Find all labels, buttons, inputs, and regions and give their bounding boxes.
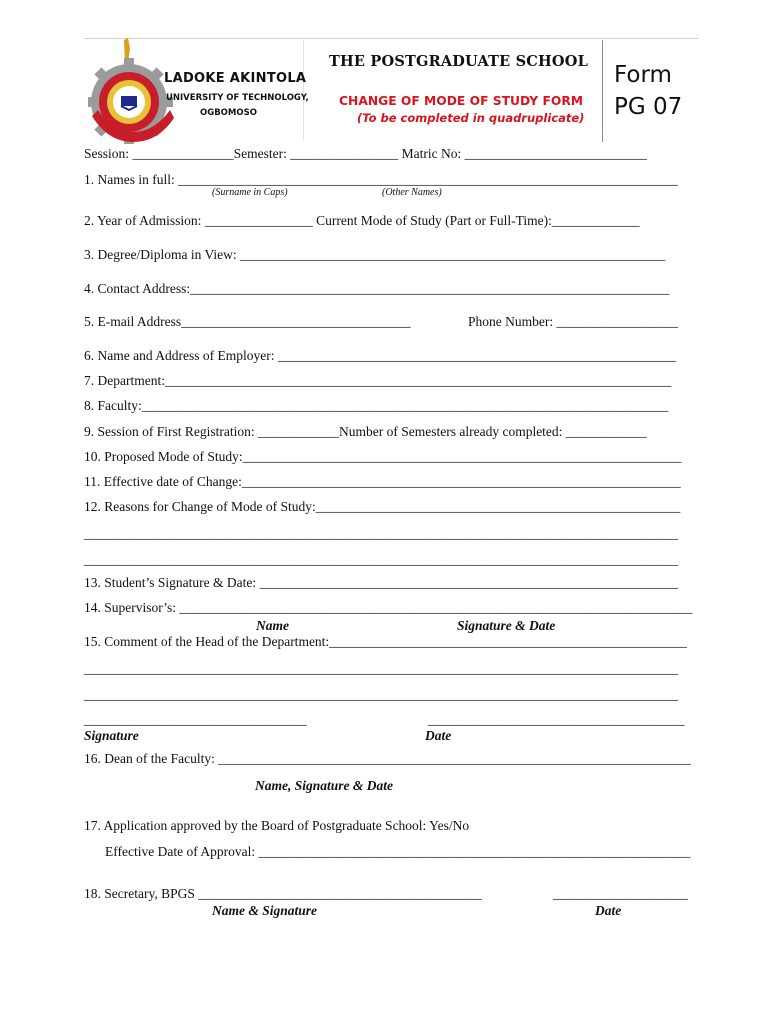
university-subtitle: UNIVERSITY OF TECHNOLOGY,: [166, 93, 309, 103]
hod-date-blank[interactable]: ______________________________________: [428, 712, 685, 727]
hod-comment-field[interactable]: 15. Comment of the Head of the Department:_____________________________________________________: [84, 634, 687, 649]
session-field[interactable]: Session: _______________Semester: ________________ Matric No: ___________________________: [84, 146, 647, 161]
year-of-admission-field[interactable]: 2. Year of Admission: ________________ Current Mode of Study (Part or Full-Time):_____________: [84, 213, 640, 228]
supervisor-name-label: Name: [256, 618, 289, 633]
dean-hint-label: Name, Signature & Date: [255, 778, 394, 793]
university-logo: [88, 38, 178, 144]
employer-field[interactable]: 6. Name and Address of Employer: ___________________________________________________________: [84, 348, 677, 363]
hod-signature-label: Signature: [84, 728, 139, 743]
hod-blank-line[interactable]: ________________________________________________________________________________________: [84, 661, 678, 676]
department-field[interactable]: 7. Department:___________________________________________________________________________: [84, 373, 672, 388]
form-label: Form: [614, 62, 672, 88]
form-title: CHANGE OF MODE OF STUDY FORM: [339, 94, 584, 108]
reasons-field[interactable]: 12. Reasons for Change of Mode of Study:______________________________________________________: [84, 499, 681, 514]
surname-hint: (Surname in Caps): [212, 187, 288, 198]
effective-date-field[interactable]: 11. Effective date of Change:_________________________________________________________________: [84, 474, 681, 489]
contact-address-field[interactable]: 4. Contact Address:_______________________________________________________________________: [84, 281, 670, 296]
dean-field[interactable]: 16. Dean of the Faculty: ______________________________________________________________________: [84, 751, 691, 766]
student-signature-field[interactable]: 13. Student’s Signature & Date: ______________________________________________________________: [84, 575, 678, 590]
phone-field[interactable]: Phone Number: __________________: [468, 314, 678, 329]
header-divider: [303, 40, 304, 140]
proposed-mode-field[interactable]: 10. Proposed Mode of Study:_________________________________________________________________: [84, 449, 682, 464]
other-names-hint: (Other Names): [382, 187, 442, 198]
school-title: THE POSTGRADUATE SCHOOL: [329, 53, 588, 70]
university-name: LADOKE AKINTOLA: [164, 71, 307, 86]
email-field[interactable]: 5. E-mail Address__________________________________: [84, 314, 411, 329]
hod-blank-line[interactable]: ________________________________________________________________________________________: [84, 687, 678, 702]
supervisor-field[interactable]: 14. Supervisor’s: ____________________________________________________________________________: [84, 600, 693, 615]
reasons-blank-line[interactable]: ________________________________________________________________________________________: [84, 552, 678, 567]
approval-date-field[interactable]: Effective Date of Approval: ________________________________________________________________: [105, 844, 691, 859]
secretary-date-label: Date: [595, 903, 622, 918]
secretary-name-sig-label: Name & Signature: [212, 903, 318, 918]
approval-field: 17. Application approved by the Board of Postgraduate School: Yes/No: [84, 818, 470, 833]
secretary-date-blank[interactable]: ____________________: [553, 886, 688, 901]
hod-date-label: Date: [425, 728, 452, 743]
form-code: PG 07: [614, 94, 683, 120]
session-first-registration-field[interactable]: 9. Session of First Registration: ____________Number of Semesters already completed: ____________: [84, 424, 647, 439]
header-divider: [602, 40, 603, 142]
reasons-blank-line[interactable]: ________________________________________________________________________________________: [84, 526, 678, 541]
supervisor-sig-date-label: Signature & Date: [457, 618, 556, 633]
university-location: OGBOMOSO: [200, 108, 257, 118]
faculty-field[interactable]: 8. Faculty:______________________________________________________________________________: [84, 398, 669, 413]
form-subtitle: (To be completed in quadruplicate): [357, 111, 585, 125]
hod-signature-blank[interactable]: _________________________________: [84, 712, 307, 727]
secretary-field[interactable]: 18. Secretary, BPGS __________________________________________: [84, 886, 482, 901]
names-field[interactable]: 1. Names in full: __________________________________________________________________________: [84, 172, 678, 187]
degree-field[interactable]: 3. Degree/Diploma in View: _______________________________________________________________: [84, 247, 666, 262]
